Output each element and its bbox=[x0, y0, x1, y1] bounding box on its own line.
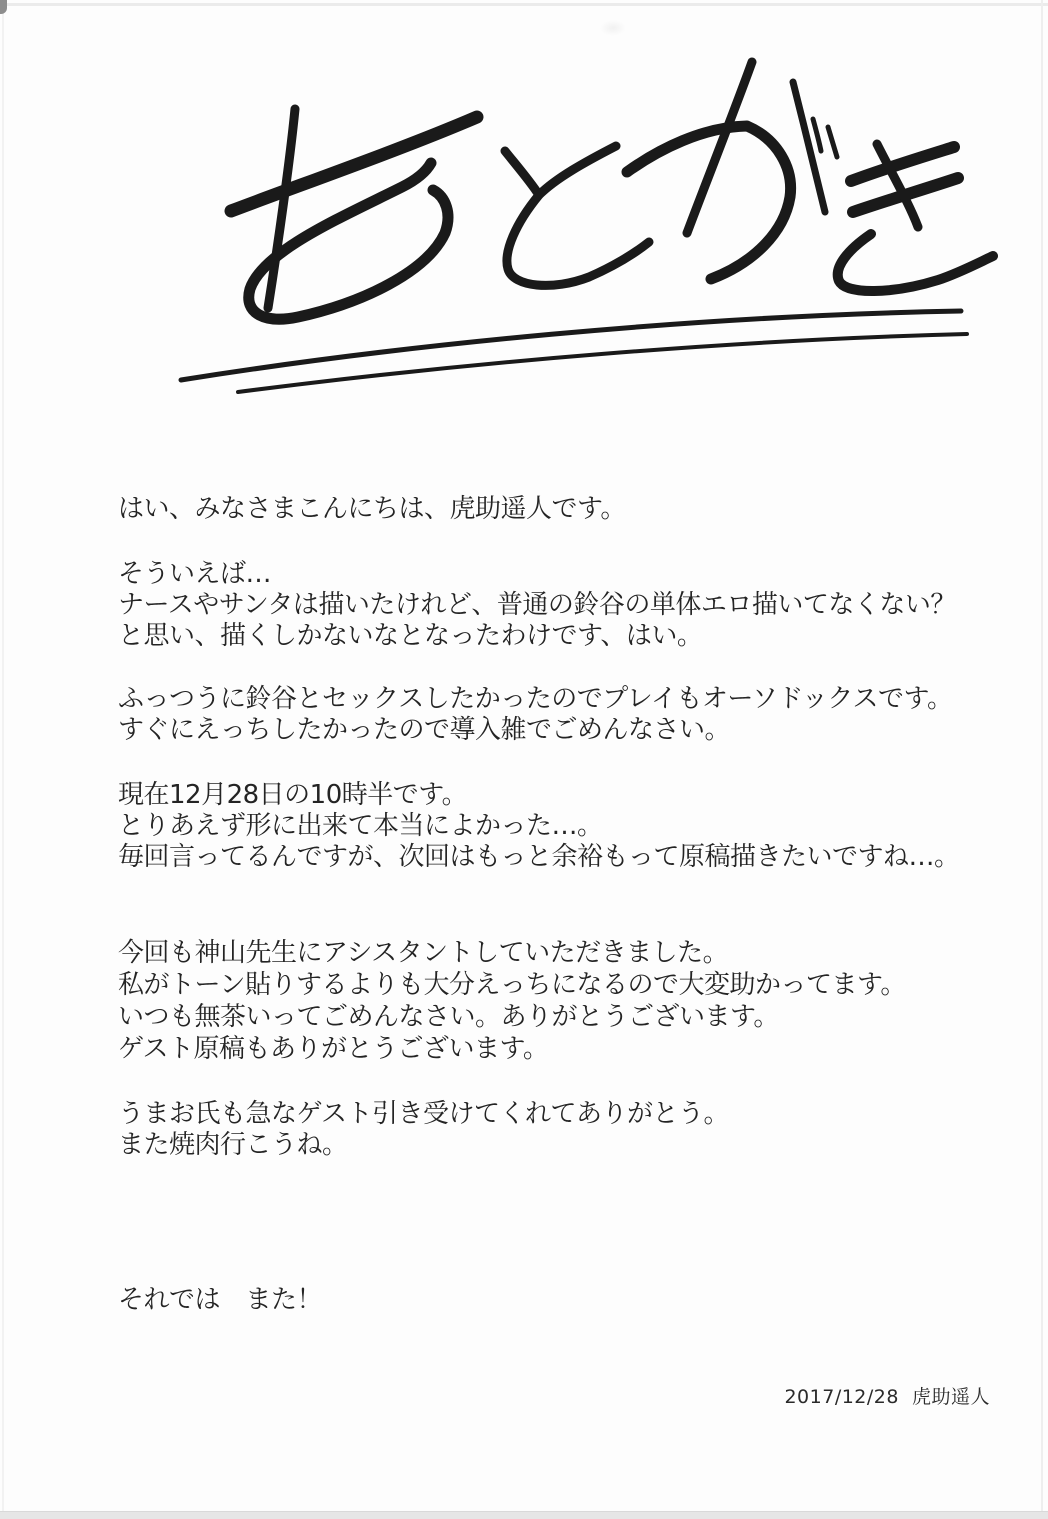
title-stroke-a-vertical bbox=[268, 109, 295, 308]
text-line: 私がトーン貼りするよりも大分えっちになるので大変助かってます。 bbox=[118, 970, 906, 1000]
text-line: それでは また！ bbox=[118, 1285, 323, 1315]
scan-artifact-bottom-edge bbox=[0, 1511, 1048, 1519]
text-line: と思い、描くしかないなとなったわけです、はい。 bbox=[118, 621, 703, 651]
paragraph bbox=[118, 1285, 1008, 1316]
text-line: 現在12月28日の10時半です。 bbox=[118, 780, 468, 810]
footer-author: 虎助遥人 bbox=[911, 1386, 990, 1408]
title-stroke-ka-hook bbox=[627, 126, 791, 279]
text-line: とりあえず形に出来て本当によかった…。 bbox=[118, 811, 603, 841]
paragraph bbox=[118, 1099, 1008, 1161]
title-stroke-ki-bottom bbox=[838, 234, 993, 291]
footer-credit bbox=[784, 1382, 990, 1409]
paragraph bbox=[118, 684, 1008, 746]
text-line: 今回も神山先生にアシスタントしていただきました。 bbox=[118, 938, 729, 968]
text-line: すぐにえっちしたかったので導入雑でごめんなさい。 bbox=[118, 715, 731, 745]
text-line: ナースやサンタは描いたけれど、普通の鈴谷の単体エロ描いてなくない？ bbox=[118, 590, 956, 620]
text-line: ゲスト原稿もありがとうございます。 bbox=[118, 1034, 549, 1064]
text-line: また焼肉行こうね。 bbox=[118, 1130, 348, 1160]
text-line: いつも無茶いってごめんなさい。ありがとうございます。 bbox=[118, 1002, 779, 1032]
text-line: はい、みなさまこんにちは、虎助遥人です。 bbox=[118, 494, 626, 524]
paragraph bbox=[118, 559, 1008, 652]
text-line: ふっつうに鈴谷とセックスしたかったのでプレイもオーソドックスです。 bbox=[118, 684, 953, 714]
text-line: うまお氏も急なゲスト引き受けてくれてありがとう。 bbox=[118, 1099, 729, 1129]
title-stroke-dakuten-tick2 bbox=[828, 127, 837, 157]
title-calligraphy bbox=[0, 0, 1048, 420]
title-stroke-to-tick bbox=[505, 151, 539, 195]
title-stroke-ki-bar1 bbox=[851, 147, 954, 181]
text-line: そういえば… bbox=[118, 559, 272, 589]
text-line: 毎回言ってるんですが、次回はもっと余裕もって原稿描きたいですね…。 bbox=[118, 842, 960, 872]
paragraph bbox=[118, 937, 1008, 1065]
title-stroke-ka-slash bbox=[687, 62, 752, 233]
footer-date: 2017/12/28 bbox=[784, 1386, 899, 1408]
title-stroke-dakuten-tick1 bbox=[813, 119, 821, 151]
paragraph bbox=[118, 494, 1008, 525]
paragraph bbox=[118, 780, 1008, 873]
title-underline-2 bbox=[238, 334, 967, 392]
